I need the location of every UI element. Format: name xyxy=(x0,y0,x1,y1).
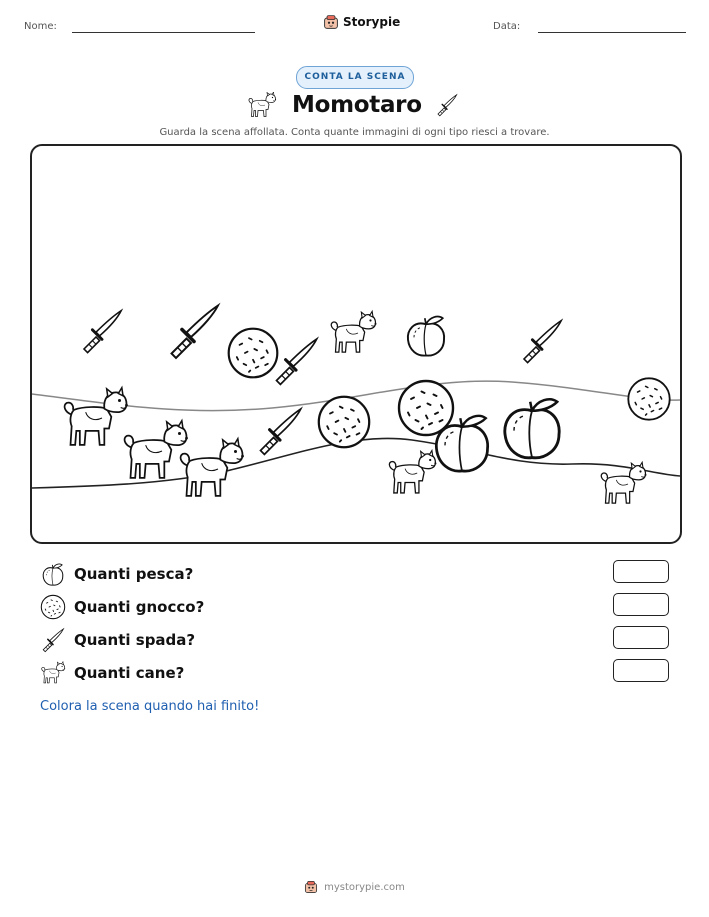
sword-item xyxy=(518,312,566,370)
peach-item xyxy=(402,310,450,360)
answer-box-sword[interactable] xyxy=(613,626,669,649)
sword-item xyxy=(78,302,126,360)
website-url: mystorypie.com xyxy=(324,881,405,893)
date-field[interactable] xyxy=(538,32,686,33)
dumpling-icon xyxy=(40,594,66,620)
name-label: Nome: xyxy=(24,21,57,32)
peach-item xyxy=(428,408,496,476)
question-text: Quanti pesca? xyxy=(74,565,194,583)
question-row-dog xyxy=(40,659,184,687)
question-text: Quanti cane? xyxy=(74,664,185,682)
sword-item xyxy=(254,400,306,462)
dumpling-item xyxy=(316,394,372,450)
brand-logo xyxy=(323,14,400,30)
question-text: Quanti gnocco? xyxy=(74,598,205,616)
dog-item xyxy=(386,444,438,502)
sword-item xyxy=(164,296,224,366)
storypie-logo-icon xyxy=(304,880,318,894)
dog-icon xyxy=(247,92,277,118)
date-label: Data: xyxy=(493,21,521,32)
peach-icon xyxy=(40,561,66,587)
dumpling-item xyxy=(226,326,280,380)
dog-icon xyxy=(40,660,66,686)
dumpling-item xyxy=(626,376,672,422)
answer-box-dumpling[interactable] xyxy=(613,593,669,616)
brand-name: Storypie xyxy=(343,15,401,29)
dog-item xyxy=(598,458,648,510)
dog-item xyxy=(328,306,378,360)
peach-item xyxy=(496,390,568,464)
dog-item xyxy=(176,434,246,504)
answer-box-dog[interactable] xyxy=(613,659,669,682)
coloring-note: Colora la scena quando hai finito! xyxy=(40,699,260,714)
storypie-logo-icon xyxy=(323,14,339,30)
page-title: Momotaro xyxy=(292,92,422,118)
question-row-sword xyxy=(40,626,195,654)
sword-icon xyxy=(435,93,459,117)
name-field[interactable] xyxy=(72,32,255,33)
question-row-peach xyxy=(40,560,193,588)
counting-scene xyxy=(30,144,682,544)
answer-box-peach[interactable] xyxy=(613,560,669,583)
activity-badge: CONTA LA SCENA xyxy=(296,66,414,89)
website-footer xyxy=(0,880,709,894)
sword-icon xyxy=(40,627,66,653)
question-text: Quanti spada? xyxy=(74,631,196,649)
question-row-dumpling xyxy=(40,593,204,621)
instructions: Guarda la scena affollata. Conta quante immagini di ogni tipo riesci a trovare. xyxy=(159,127,550,138)
